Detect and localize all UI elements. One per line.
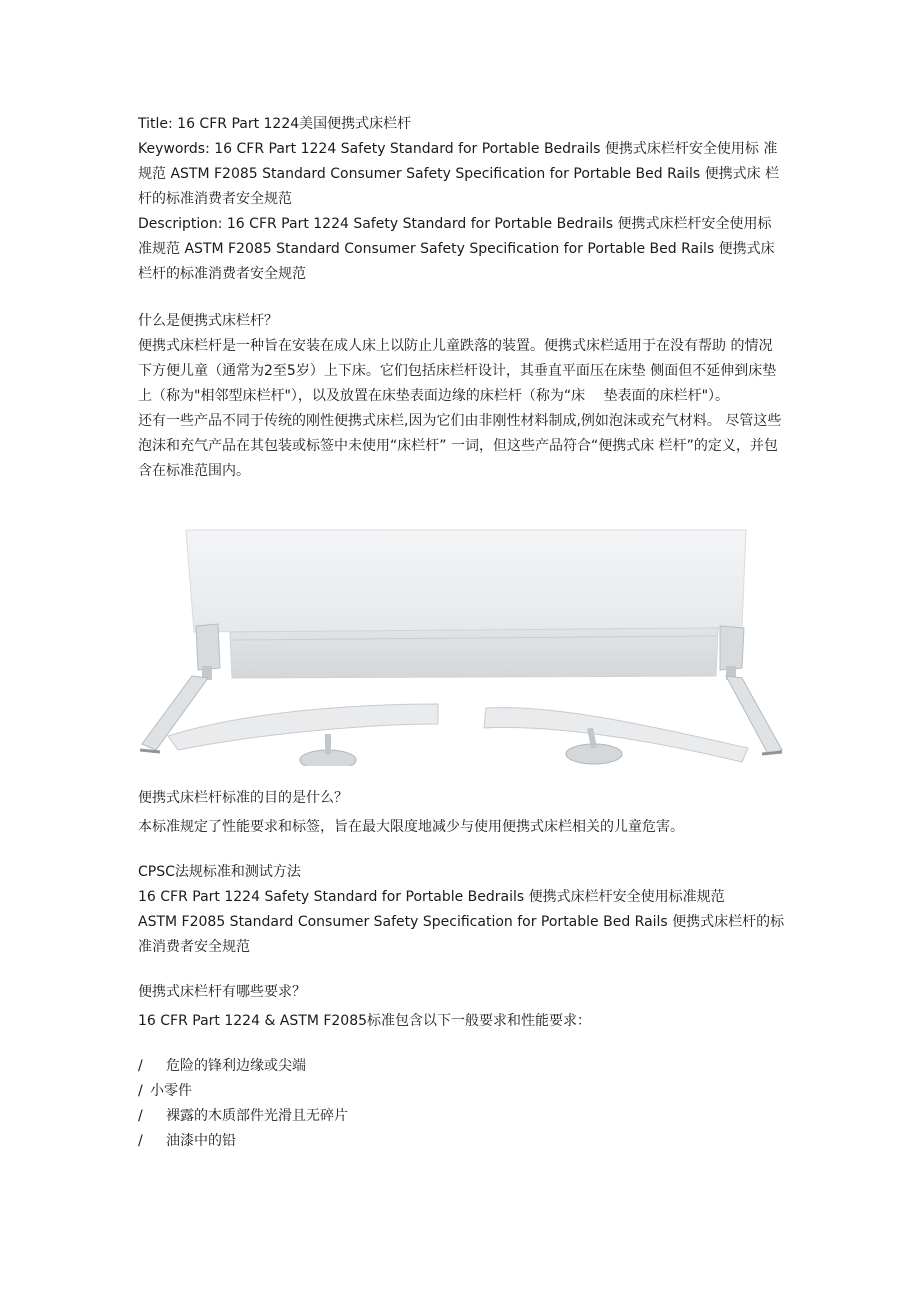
list-item-text: 油漆中的铅	[166, 1133, 236, 1149]
document-page	[138, 112, 786, 1154]
meta-keywords: Keywords: 16 CFR Part 1224 Safety Standard for Portable Bedrails 便携式床栏杆安全使用标 准规范 ASTM F2085 Standard Consumer Safety Specification for Portable Bed Rails 便携式床 栏杆的标准消费者安全规范	[138, 141, 780, 207]
bullet-mark: /	[138, 1058, 143, 1074]
bullet-mark: /	[138, 1083, 143, 1099]
list-item-text: 危险的锋利边缘或尖端	[166, 1058, 306, 1074]
bedrail-product-photo	[138, 528, 784, 766]
list-item-text: 小零件	[150, 1083, 192, 1099]
section-what-heading: 什么是便携式床栏杆？	[138, 313, 278, 329]
list-item	[138, 1129, 786, 1154]
section-cpsc-line-2: ASTM F2085 Standard Consumer Safety Specification for Portable Bed Rails 便携式床栏杆的标准消费者安全规范	[138, 914, 785, 955]
list-item-text: 裸露的木质部件光滑且无碎片	[166, 1108, 348, 1124]
section-cpsc-heading: CPSC法规标准和测试方法	[138, 864, 301, 880]
bullet-mark: /	[138, 1133, 143, 1149]
meta-description: Description: 16 CFR Part 1224 Safety Standard for Portable Bedrails 便携式床栏杆安全使用标 准规范 ASTM F2085 Standard Consumer Safety Specification for Portable Bed Rails 便携式床 栏杆的标准消费者安全规范	[138, 216, 775, 282]
list-item	[138, 1079, 786, 1104]
section-purpose-text: 本标准规定了性能要求和标签，旨在最大限度地减少与使用便携式床栏相关的儿童危害。	[138, 819, 684, 835]
section-cpsc-line-1: 16 CFR Part 1224 Safety Standard for Portable Bedrails 便携式床栏杆安全使用标准规范	[138, 889, 725, 905]
section-what-paragraph-1: 便携式床栏杆是一种旨在安装在成人床上以防止儿童跌落的装置。便携式床栏适用于在没有帮助 的情况下方便儿童（通常为2至5岁）上下床。它们包括床栏杆设计，其垂直平面压在床垫 侧面但不延伸到床垫上（称为"相邻型床栏杆"），以及放置在床垫表面边缘的床栏杆（称为“床 垫表面的床栏杆"）。	[138, 338, 777, 404]
section-requirements-heading: 便携式床栏杆有哪些要求？	[138, 984, 306, 1000]
section-purpose-heading: 便携式床栏杆标准的目的是什么？	[138, 790, 348, 806]
list-item	[138, 1104, 786, 1129]
section-requirements-intro: 16 CFR Part 1224 & ASTM F2085标准包含以下一般要求和性能要求：	[138, 1013, 592, 1029]
section-what-paragraph-2: 还有一些产品不同于传统的刚性便携式床栏,因为它们由非刚性材料制成,例如泡沫或充气材料。 尽管这些泡沫和充气产品在其包装或标签中未使用“床栏杆” 一词，但这些产品符合“便携式床 栏杆”的定义，并包含在标准范围内。	[138, 413, 782, 479]
bullet-mark: /	[138, 1108, 143, 1124]
meta-title: Title: 16 CFR Part 1224美国便携式床栏杆	[138, 116, 412, 132]
list-item	[138, 1054, 786, 1079]
